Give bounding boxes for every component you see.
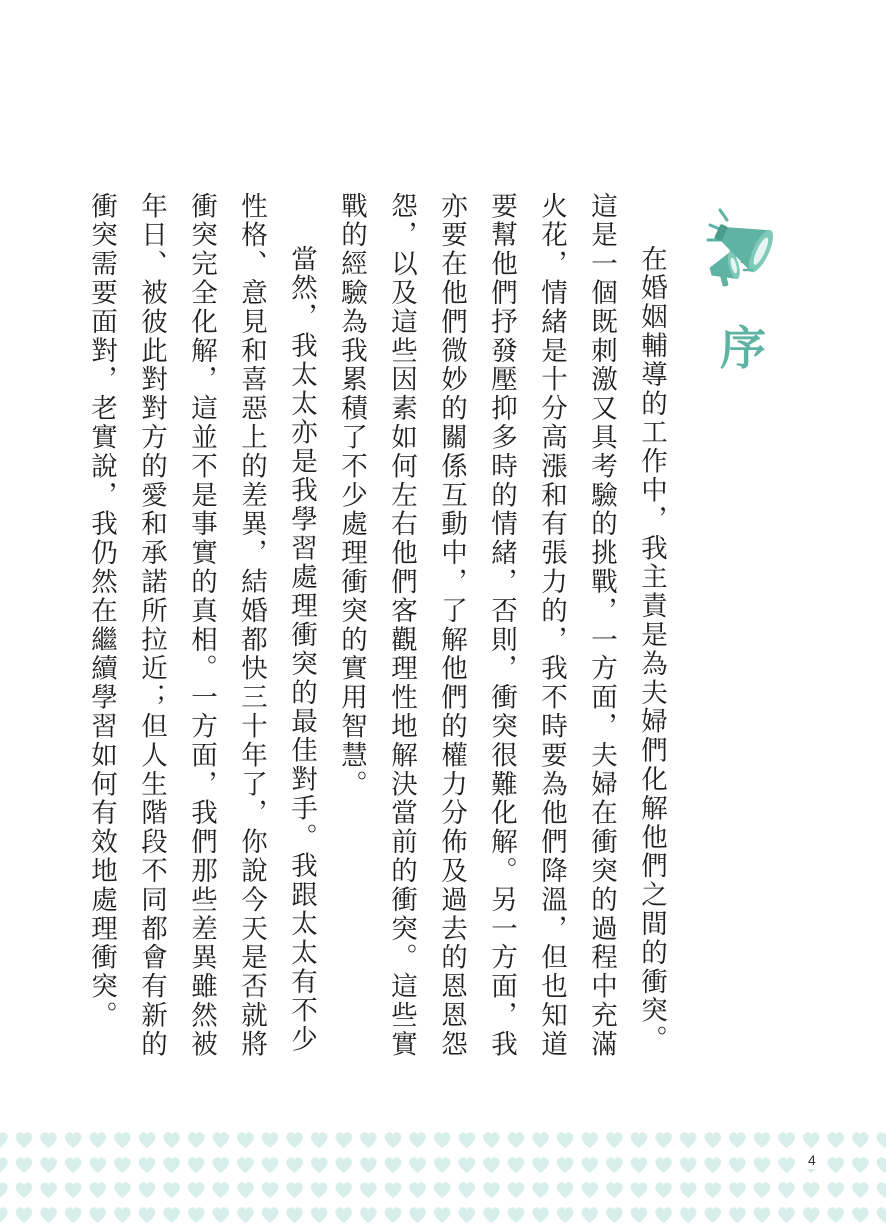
paragraph-1: 在婚姻輔導的工作中，我主責是為夫婦們化解他們之間的衝突。這是一個既刺激又具考驗的挑戰，一方面，夫婦在衝突的過程中充滿火花，情緒是十分高漲和有張力的，我不時要為他們降溫，但也知道要幫他們抒發壓抑多時的情緒，否則，衝突很難化解。另一方面，我亦要在他們微妙的關係互動中，了解他們的權力分佈及過去的恩恩怨怨，以及這些因素如何左右他們客觀理性地解決當前的衝突。這些實戰的經驗為我累積了不少處理衝突的實用智慧。 [336,192,667,1059]
megaphone-icon [700,200,800,310]
body-text [76,192,676,1072]
page-title: 序 [720,321,766,375]
heart-pattern [0,1128,886,1229]
heart-pattern-footer [0,1128,886,1229]
page-number: 4 [803,1151,821,1169]
paragraph-2: 當然，我太太亦是我學習處理衝突的最佳對手。我跟太太有不少性格、意見和喜惡上的差異，結婚都快三十年了，你說今天是否就將衝突完全化解，這並不是事實的真相。一方面，我們那些差異雖然被年日、被彼此對對方的愛和承諾所拉近；但人生階段不同都會有新的衝突需要面對，老實說，我仍然在繼續學習如何有效地處理衝突。 [86,192,317,1059]
